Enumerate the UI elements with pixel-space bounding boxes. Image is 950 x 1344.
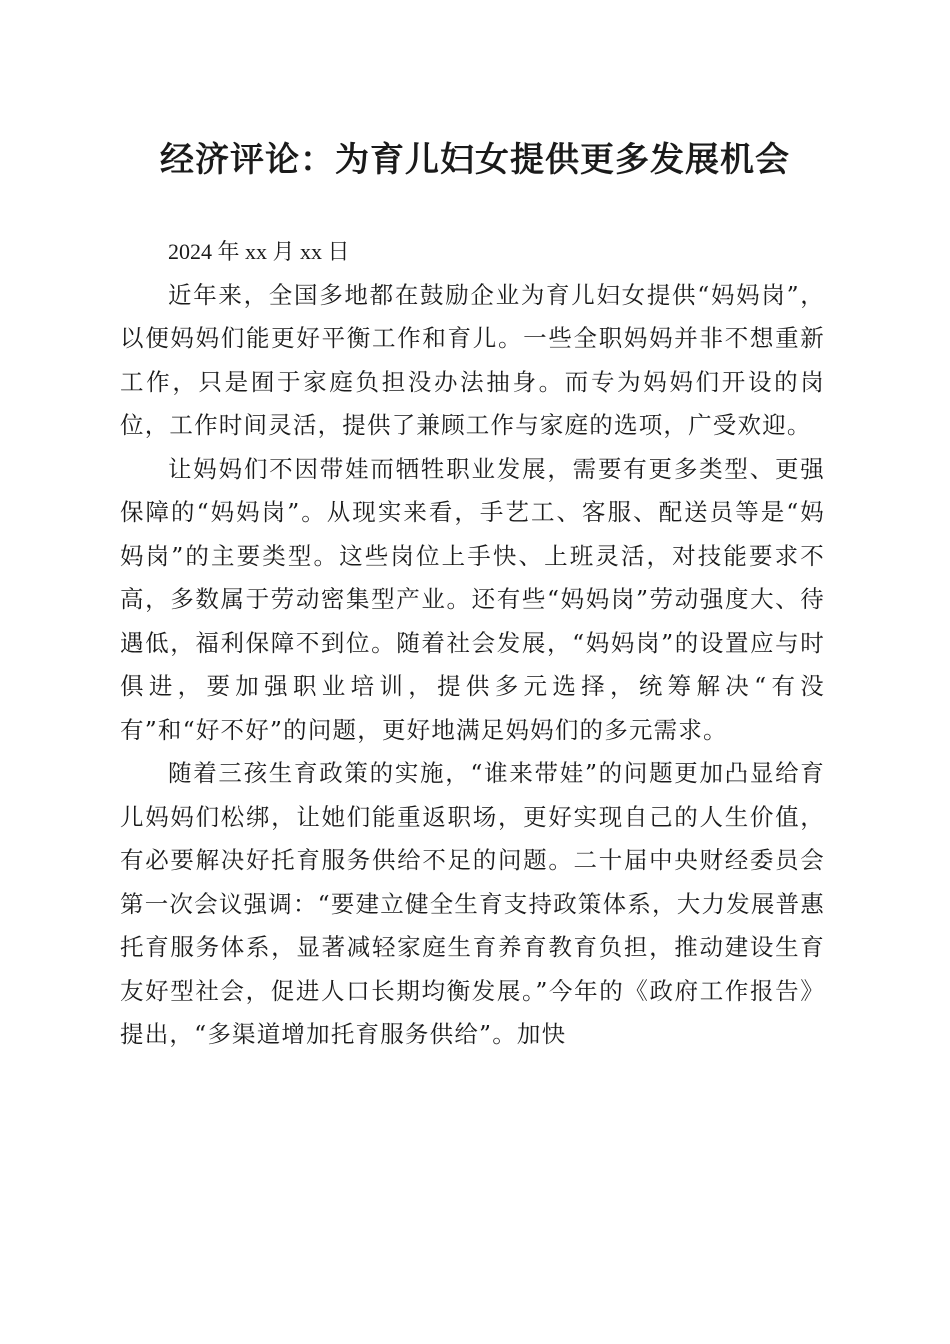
document-body: [120, 230, 825, 1057]
paragraph-2: 让妈妈们不因带娃而牺牲职业发展，需要有更多类型、更强保障的“妈妈岗”。从现实来看，手艺工、客服、配送员等是“妈妈岗”的主要类型。这些岗位上手快、上班灵活，对技能要求不高，多数属于劳动密集型产业。还有些“妈妈岗”劳动强度大、待遇低，福利保障不到位。随着社会发展，“妈妈岗”的设置应与时俱进，要加强职业培训，提供多元选择，统筹解决“有没有”和“好不好”的问题，更好地满足妈妈们的多元需求。: [120, 454, 825, 744]
document-title: 经济评论：为育儿妇女提供更多发展机会: [160, 140, 790, 180]
paragraph-3: 随着三孩生育政策的实施，“谁来带娃”的问题更加凸显给育儿妈妈们松绑，让她们能重返职场，更好实现自己的人生价值，有必要解决好托育服务供给不足的问题。二十届中央财经委员会第一次会议强调：“要建立健全生育支持政策体系，大力发展普惠托育服务体系，显著减轻家庭生育养育教育负担，推动建设生育友好型社会，促进人口长期均衡发展。”今年的《政府工作报告》提出，“多渠道增加托育服务供给”。加快: [120, 759, 825, 1048]
document-date: 2024 年 xx 月 xx 日: [168, 239, 350, 264]
paragraph-1: 近年来，全国多地都在鼓励企业为育儿妇女提供“妈妈岗”，以便妈妈们能更好平衡工作和育儿。一些全职妈妈并非不想重新工作，只是囿于家庭负担没办法抽身。而专为妈妈们开设的岗位，工作时间灵活，提供了兼顾工作与家庭的选项，广受欢迎。: [120, 280, 825, 439]
